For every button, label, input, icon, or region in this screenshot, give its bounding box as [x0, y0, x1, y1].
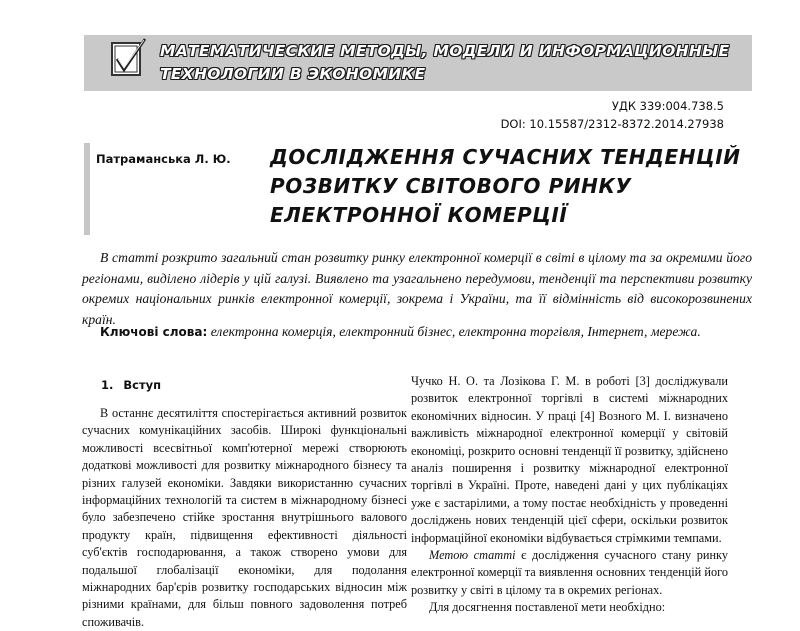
section-heading: [101, 378, 161, 392]
tasks-paragraph: Для досягнення поставленої мети необхідно:: [429, 600, 666, 615]
keywords-label: Ключові слова:: [100, 325, 208, 339]
author-name: Патраманська Л. Ю.: [96, 152, 231, 166]
goal-text: є дослідження сучасного стану ринку електронної комерції та виявлення основних тенденцій його розвитку у світі в цілому та в окремих регіонах.: [411, 548, 729, 597]
goal-paragraph: [411, 547, 728, 599]
section-number: 1.: [101, 378, 114, 392]
udc-code: УДК 339:004.738.5: [611, 99, 724, 113]
section-title: МАТЕМАТИЧЕСКИЕ МЕТОДЫ, МОДЕЛИ И ИНФОРМАЦИОННЫЕ ТЕХНОЛОГИИ В ЭКОНОМИКЕ: [160, 42, 730, 83]
right-column: [411, 373, 728, 617]
article-title: ДОСЛІДЖЕННЯ СУЧАСНИХ ТЕНДЕНЦІЙ РОЗВИТКУ СВІТОВОГО РИНКУ ЕЛЕКТРОННОЇ КОМЕРЦІЇ: [270, 145, 741, 227]
doi-link[interactable]: DOI: 10.15587/2312-8372.2014.27938: [500, 117, 724, 131]
goal-label: Метою статті: [429, 548, 516, 563]
keywords: [82, 322, 752, 343]
keywords-text: електронна комерція, електронний бізнес, електронна торгівля, Інтернет, мережа.: [210, 324, 701, 339]
literature-paragraph: Чучко Н. О. та Лозікова Г. М. в роботі [3] досліджували розвиток електронної торгівлі в системі міжнародних економічних відносин. У праці [4] Возного М. І. визначено важливість міжнародної електронної комерції у світовій економіці, розкрито основні тенденції її розвитку, здійснено аналіз поширення і розвитку міжнародної електронної торгівлі в Україні. Проте, наведені дані у цих публікаціях уже є застарілими, а тому постає необхідність у проведенні досліджень нових тенденцій цієї сфери, оскільки розвиток інформаційної економіки відбувається стрімкими темпами.: [411, 374, 728, 545]
check-box-icon: [108, 37, 148, 79]
abstract: В статті розкрито загальний стан розвитку ринку електронної комерції в світі в цілому та за окремими його регіонами, виділено лідерів у цій галузі. Виявлено та узагальнено передумови, тенденції та перспективи розвитку окремих національних ринків електронної комерції, зокрема і України, та її відмінність від високорозвинених країн.: [82, 250, 752, 327]
section-heading-text: Вступ: [123, 378, 162, 392]
author-divider: [84, 143, 90, 235]
intro-paragraph: В останнє десятиліття спостерігається активний розвиток сучасних комунікаційних засобів. Широкі функціональні можливості всесвітньої комп'ютерної мережі створюють додаткові можливості для розвитку міжнародного бізнесу та різних галузей економіки. Завдяки використанню сучасних інформаційних технологій та систем в міжнародному бізнесі було забезпечено стійке зростання внутрішнього валового продукту країн, підвищення ефективності діяльності суб'єктів господарювання, а також створено умови для подальшої глобалізації економіки, для подолання міжнародних бар'єрів розвитку господарських відносин між різними країнами, для більш повного задоволення потреб споживачів.: [82, 406, 407, 629]
